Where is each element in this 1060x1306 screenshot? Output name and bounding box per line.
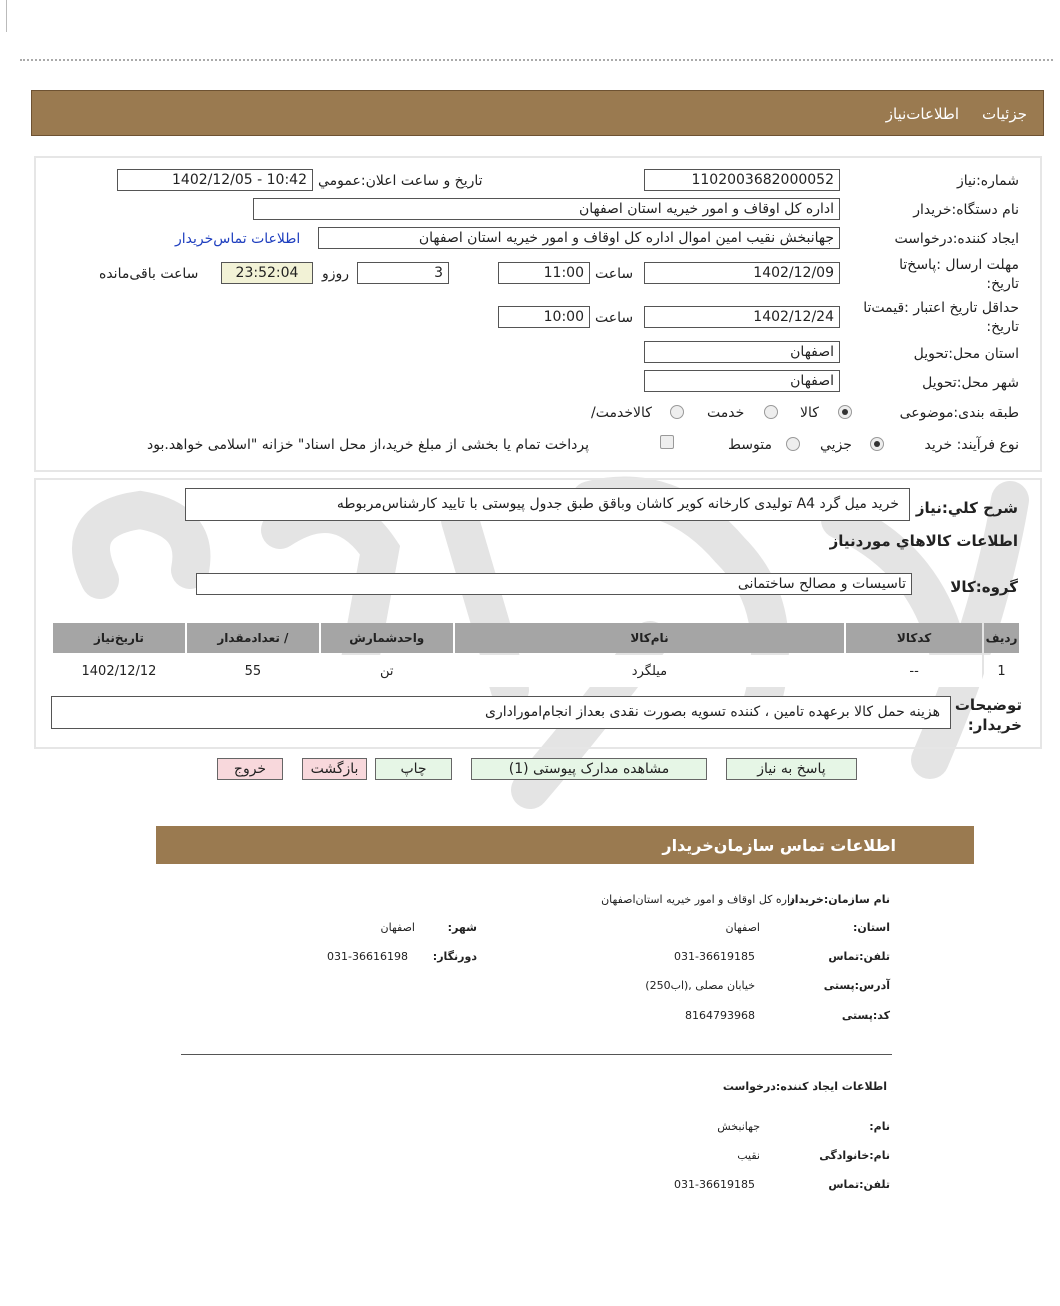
category-radio-goods[interactable] — [838, 405, 852, 419]
buyer-notes-label-2: :خریدار — [967, 716, 1022, 734]
category-goods-label: کالا — [800, 405, 819, 421]
announce-date-label: تاریخ و ساعت اعلان:عمومي — [318, 173, 483, 189]
treasury-payment-checkbox[interactable] — [660, 435, 674, 449]
details-header-bar — [31, 90, 1044, 136]
buyer-contact-link[interactable]: اطلاعات تماس‌خریدار — [175, 231, 301, 247]
cell-qty: 55 — [187, 655, 319, 687]
tab-details[interactable]: جزئیات — [982, 105, 1027, 123]
province-field: اصفهان — [644, 341, 840, 363]
creator-name-value: جهانبخش — [717, 1120, 760, 1133]
col-header-row: ردیف — [984, 623, 1019, 653]
top-dotted-divider — [20, 59, 1053, 61]
province-label: استان محل:تحویل — [913, 346, 1019, 362]
deadline-time-field: 11:00 — [498, 262, 590, 284]
buyer-contact-title: اطلاعات تماس سازمان‌خریدار — [662, 836, 896, 855]
contact-divider — [181, 1054, 892, 1055]
print-button[interactable]: چاپ — [375, 758, 452, 780]
left-border-line — [6, 0, 7, 32]
city-field: اصفهان — [644, 370, 840, 392]
contact-phone-label: تلفن:تماس — [828, 950, 890, 963]
process-radio-medium[interactable] — [786, 437, 800, 451]
contact-postal-value: 8164793968 — [685, 1009, 755, 1022]
buyer-notes-label: توضیحات — [954, 696, 1022, 714]
summary-field: خرید میل گرد A4 تولیدی کارخانه کویر کاشان وباقق طبق جدول پیوستی با تایید کارشناس‌مربوطه — [185, 488, 910, 521]
contact-address-value: خیابان مصلی ,(اب250) — [645, 979, 755, 992]
process-label: نوع فرآیند: خرید — [924, 437, 1019, 453]
items-section-title: اطلاعات کالاهاي موردنیاز — [829, 532, 1018, 550]
reply-button[interactable]: پاسخ به نیاز — [726, 758, 857, 780]
treasury-payment-text: پرداخت تمام یا بخشی از مبلغ خرید،از محل اسناد" خزانه "اسلامی خواهد.بود — [147, 437, 590, 453]
city-label: شهر محل:تحویل — [922, 375, 1019, 391]
org-name-value: اداره کل اوقاف و امور خیریه استان‌اصفهان — [601, 893, 798, 906]
contact-fax-label: :دورنگار — [432, 950, 477, 963]
validity-time-field: 10:00 — [498, 306, 590, 328]
creator-field: جهانبخش نقیب امین اموال اداره کل اوقاف و امور خیریه استان اصفهان — [318, 227, 840, 249]
process-medium-label: متوسط — [728, 437, 772, 453]
items-table-header-row — [53, 623, 1019, 653]
creator-phone-value: 031-36619185 — [674, 1178, 755, 1191]
announce-date-field: 1402/12/05 - 10:42 — [117, 169, 313, 191]
tab-need-info[interactable]: اطلاعات‌نیاز — [885, 105, 959, 123]
col-header-code: کدکالا — [846, 623, 982, 653]
days-label: روزو — [322, 266, 350, 282]
category-service-label: خدمت — [707, 405, 745, 421]
contact-postal-label: کد:پستی — [841, 1009, 890, 1022]
deadline-label-date: :تاریخ — [986, 276, 1019, 292]
validity-time-label: ساعت — [595, 310, 634, 326]
items-table — [51, 621, 1021, 689]
creator-family-value: نقیب — [737, 1149, 760, 1162]
days-remaining-field: 3 — [357, 262, 449, 284]
remaining-time-field: 23:52:04 — [221, 262, 313, 284]
validity-date-field: 1402/12/24 — [644, 306, 840, 328]
category-label: طبقه بندی:موضوعی — [899, 405, 1019, 421]
contact-province-label: :استان — [852, 921, 890, 934]
buyer-org-field: اداره کل اوقاف و امور خیریه استان اصفهان — [253, 198, 840, 220]
contact-province-value: اصفهان — [725, 921, 760, 934]
deadline-date-field: 1402/12/09 — [644, 262, 840, 284]
creator-family-label: نام:خانوادگی — [819, 1149, 890, 1162]
col-header-date: تاریخ‌نیاز — [53, 623, 185, 653]
goods-group-field: تاسیسات و مصالح ساختمانی — [196, 573, 912, 595]
cell-code: -- — [846, 655, 982, 687]
cell-name: میلگرد — [455, 655, 844, 687]
remaining-time-label: ساعت باقی‌مانده — [99, 266, 199, 282]
creator-label: ایجاد کننده:درخواست — [894, 231, 1019, 247]
deadline-label: مهلت ارسال :پاسخ‌تا — [899, 257, 1019, 273]
col-header-qty: / تعدادمقدار — [187, 623, 319, 653]
cell-date: 1402/12/12 — [53, 655, 185, 687]
contact-address-label: آدرس:پستی — [823, 979, 890, 992]
goods-group-label: گروه:کالا — [950, 578, 1018, 596]
process-radio-minor[interactable] — [870, 437, 884, 451]
contact-city-value: اصفهان — [380, 921, 415, 934]
validity-label: حداقل تاریخ اعتبار :قیمت‌تا — [863, 300, 1019, 316]
cell-unit: تن — [321, 655, 453, 687]
need-number-label: شماره:نیاز — [956, 173, 1019, 189]
summary-label: شرح کلي:نیاز — [915, 499, 1018, 517]
creator-phone-label: تلفن:تماس — [828, 1178, 890, 1191]
cell-row: 1 — [984, 655, 1019, 687]
buyer-contact-header — [156, 826, 974, 864]
category-radio-service[interactable] — [764, 405, 778, 419]
creator-name-label: :نام — [869, 1120, 890, 1133]
process-minor-label: جزيي — [820, 437, 852, 453]
category-goods-service-label: /کالاخدمت — [591, 405, 652, 421]
buyer-notes-field: هزینه حمل کالا برعهده تامین ، کننده تسویه بصورت نقدی بعداز انجام‌اموراداری — [51, 696, 951, 729]
deadline-time-label: ساعت — [595, 266, 634, 282]
contact-city-label: :شهر — [447, 921, 477, 934]
contact-fax-value: 031-36616198 — [327, 950, 408, 963]
back-button[interactable]: بازگشت — [302, 758, 367, 780]
need-number-field: 1102003682000052 — [644, 169, 840, 191]
contact-phone-value: 031-36619185 — [674, 950, 755, 963]
exit-button[interactable]: خروج — [217, 758, 283, 780]
view-attachments-button[interactable]: مشاهده مدارک پیوستی (1) — [471, 758, 707, 780]
org-name-label: نام سازمان:خریدار — [788, 893, 890, 906]
col-header-name: نام‌کالا — [455, 623, 844, 653]
col-header-unit: واحدشمارش — [321, 623, 453, 653]
creator-info-title: اطلاعات ایجاد کننده:درخواست — [722, 1080, 887, 1093]
buyer-org-label: نام دستگاه:خریدار — [913, 202, 1019, 218]
table-row — [53, 655, 1019, 687]
category-radio-goods-service[interactable] — [670, 405, 684, 419]
validity-label-date: :تاریخ — [986, 319, 1019, 335]
